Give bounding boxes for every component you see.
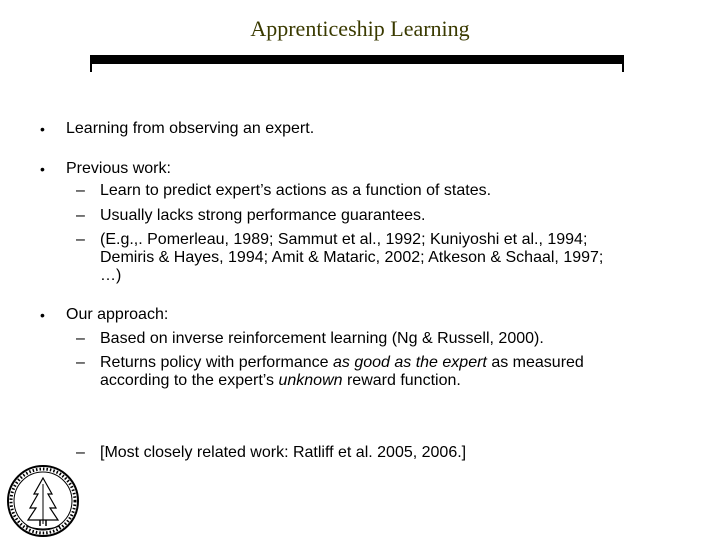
text-run: according to the expert’s: [100, 372, 279, 389]
text-run: Returns policy with performance: [100, 354, 333, 371]
bullet-marker: •: [40, 161, 45, 177]
sub-text-line-2: [100, 372, 461, 390]
bullet-text: Previous work:: [66, 160, 171, 177]
sub-text-line-1: (E.g.,. Pomerleau, 1989; Sammut et al., 1992; Kuniyoshi et al., 1994;: [100, 231, 588, 248]
emphasis-text: unknown: [278, 372, 343, 389]
bullet-marker: •: [40, 121, 45, 137]
university-seal-icon: [6, 464, 80, 538]
sub-text-line-3: …): [100, 267, 122, 284]
slide-title: Apprenticeship Learning: [250, 16, 470, 41]
sub-marker: –: [76, 330, 85, 347]
sub-text-line-2: Demiris & Hayes, 1994; Amit & Mataric, 2002; Atkeson & Schaal, 1997;: [100, 249, 604, 266]
sub-marker: –: [76, 354, 85, 371]
sub-marker: –: [76, 231, 85, 248]
sub-text-line-1: [100, 354, 584, 372]
emphasis-text: as good as the expert: [332, 354, 487, 371]
sub-text: Based on inverse reinforcement learning (Ng & Russell, 2000).: [100, 330, 544, 347]
title-rule: [90, 55, 624, 64]
bullet-marker: •: [40, 307, 45, 323]
sub-marker: –: [76, 182, 85, 199]
sub-marker: –: [76, 444, 85, 461]
text-run: reward function.: [342, 372, 461, 389]
title-rule-ticks: [90, 64, 624, 72]
sub-text: Learn to predict expert’s actions as a function of states.: [100, 182, 492, 199]
sub-text: [Most closely related work: Ratliff et al. 2005, 2006.]: [100, 444, 467, 461]
bullet-text: Our approach:: [66, 306, 169, 323]
text-run: as measured: [486, 354, 584, 371]
sub-marker: –: [76, 207, 85, 224]
bullet-text: Learning from observing an expert.: [66, 120, 315, 137]
sub-text: Usually lacks strong performance guarantees.: [100, 207, 426, 224]
